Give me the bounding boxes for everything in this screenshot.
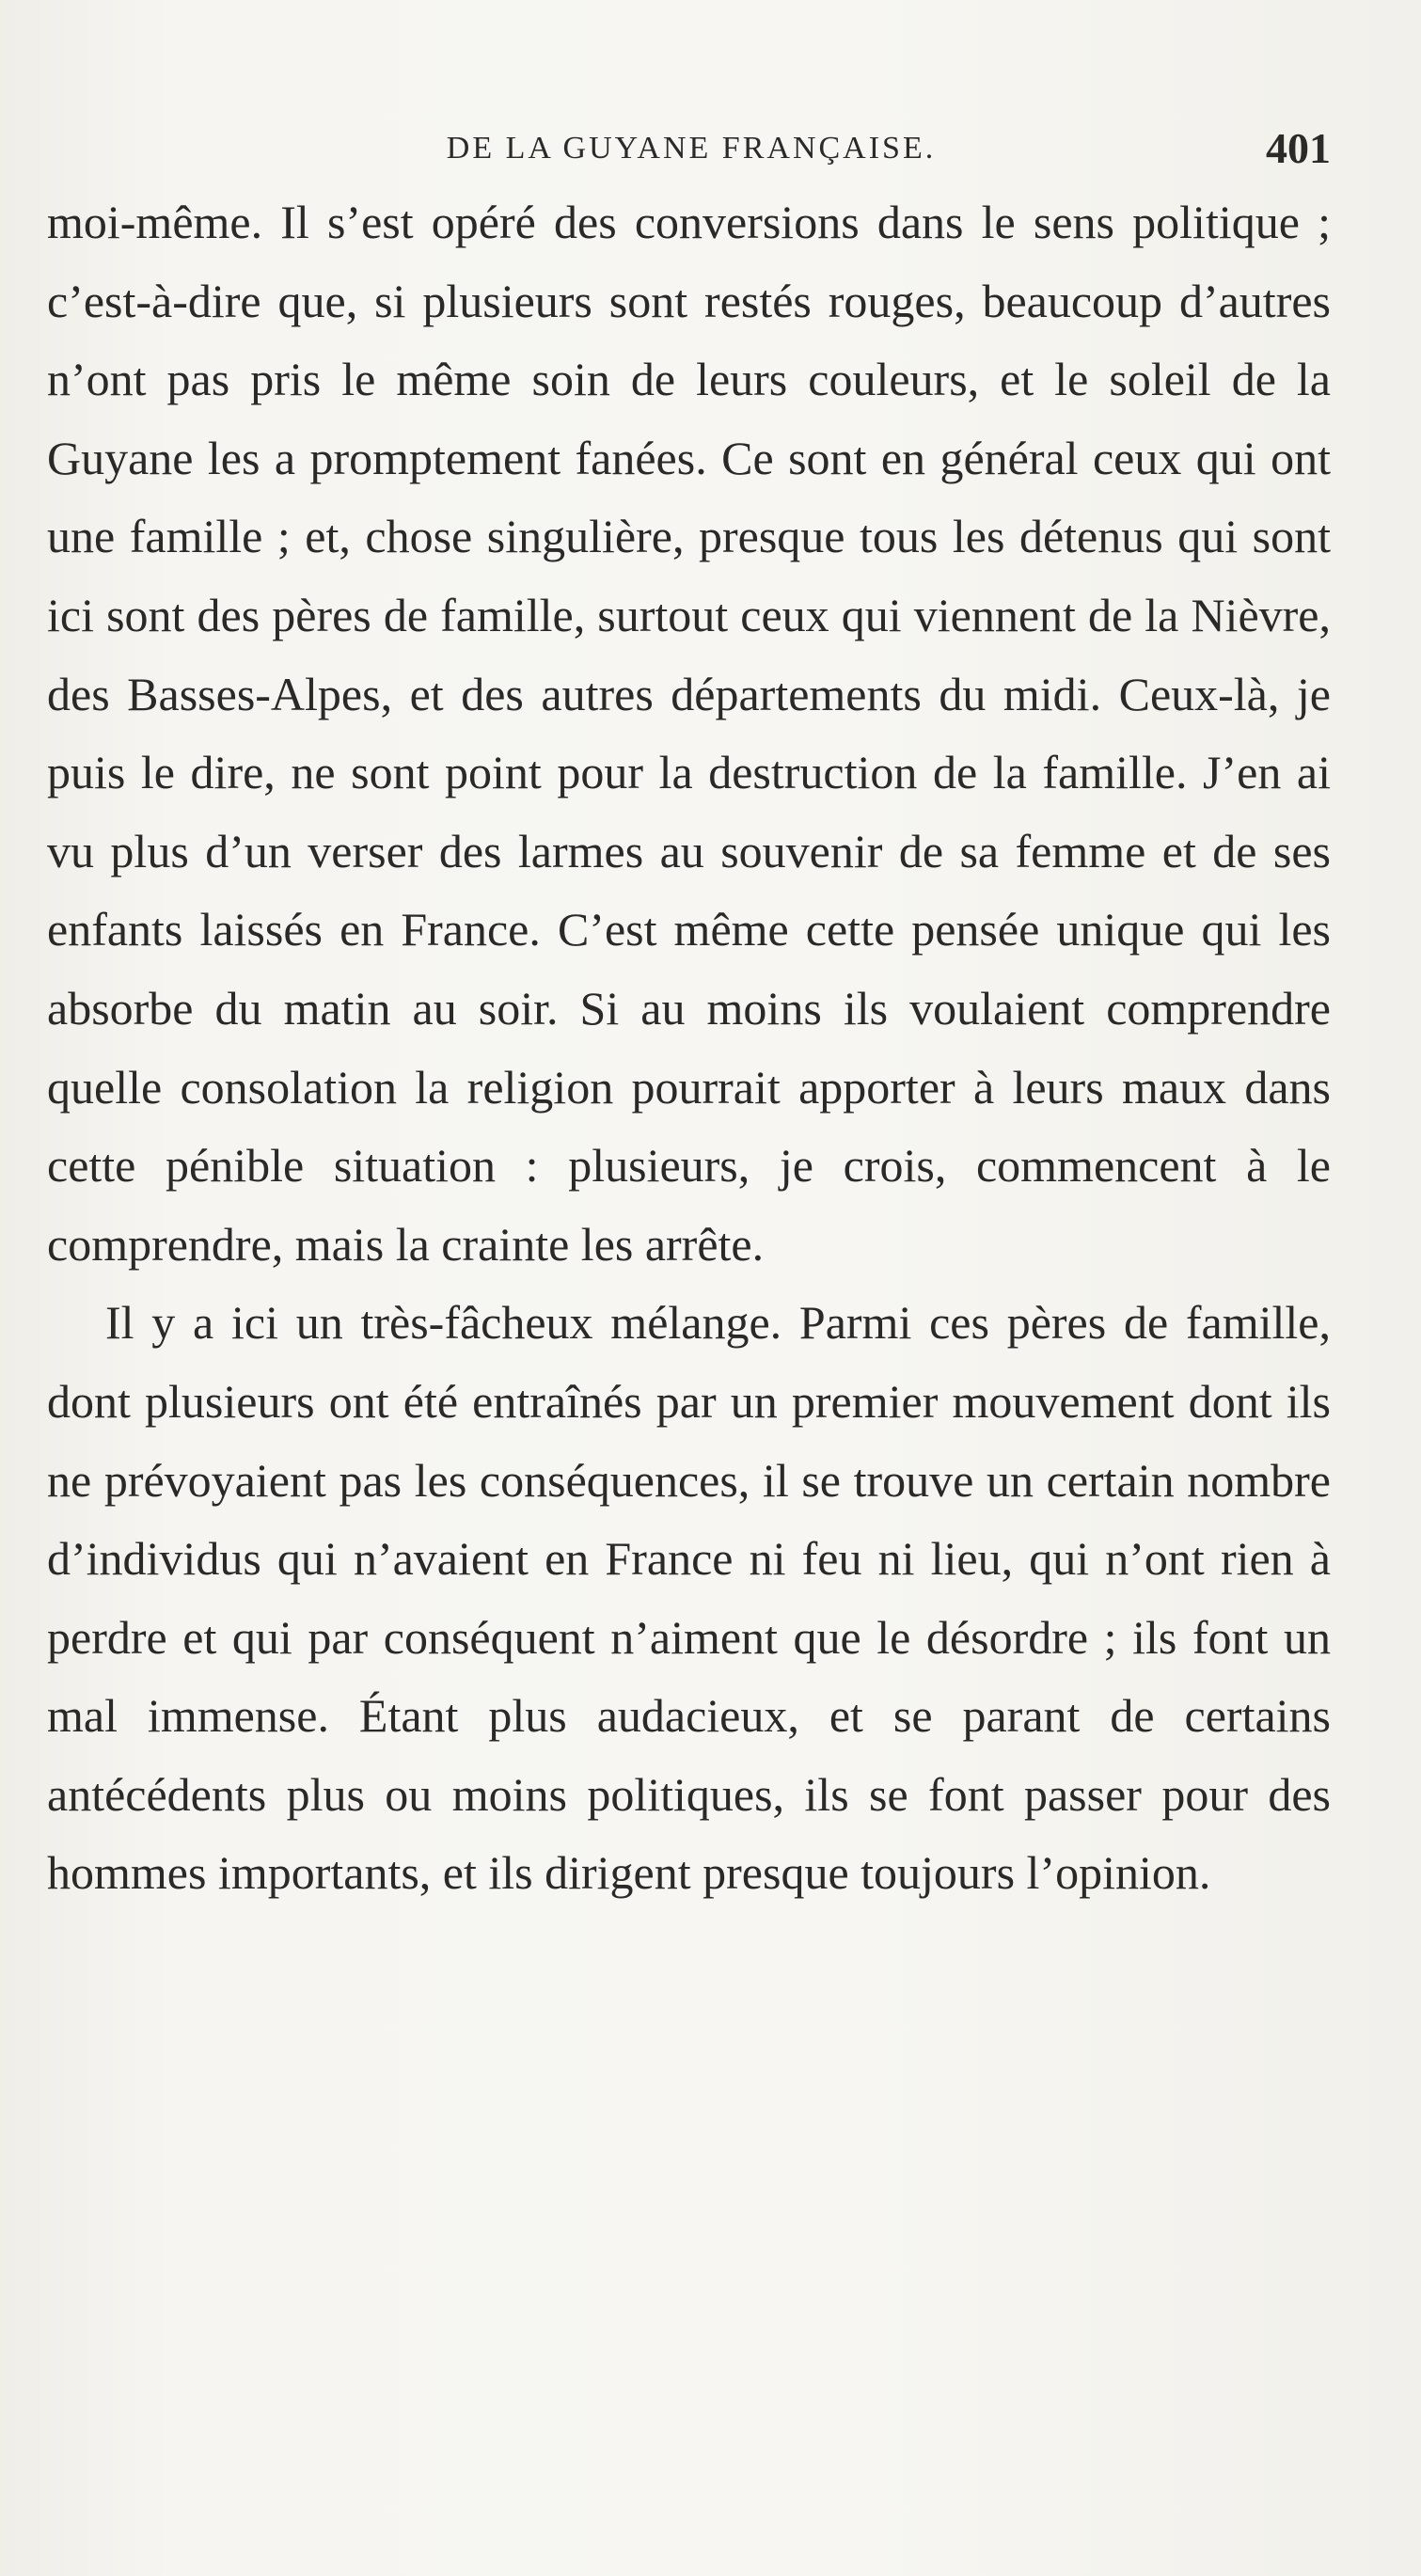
running-title: DE LA GUYANE FRANÇAISE. xyxy=(446,131,937,166)
paragraph-continued: moi-même. Il s’est opéré des conversions dans le sens politique ; c’est-à-dire que, si plusieurs sont restés rouges, beaucoup d’autres n’ont pas pris le même soin de leurs couleurs, et le soleil de la Guyane les a promptement fanées. Ce sont en général ceux qui ont une famille ; et, chose singulière, presque tous les détenus qui sont ici sont des pères de famille, surtout ceux qui viennent de la Nièvre, des Basses-Alpes, et des autres départements du midi. Ceux-là, je puis le dire, ne sont point pour la destruction de la famille. J’en ai vu plus d’un verser des larmes au souvenir de sa femme et de ses enfants laissés en France. C’est même cette pensée unique qui les absorbe du matin au soir. Si au moins ils voulaient comprendre quelle consolation la religion pourrait apporter à leurs maux dans cette pénible situation : plusieurs, je crois, commencent à le comprendre, mais la crainte les arrête. xyxy=(47,196,1331,1271)
paragraph: Il y a ici un très-fâcheux mélange. Parmi ces pères de famille, dont plusieurs ont été entraînés par un premier mouvement dont ils ne prévoyaient pas les conséquences, il se trouve un certain nombre d’individus qui n’avaient en France ni feu ni lieu, qui n’ont rien à perdre et qui par conséquent n’aiment que le désordre ; ils font un mal immense. Étant plus audacieux, et se parant de certains antécédents plus ou moins politiques, ils se font passer pour des hommes importants, et ils dirigent presque toujours l’opinion. xyxy=(47,1296,1331,1900)
page-number: 401 xyxy=(1266,124,1331,172)
body-text xyxy=(47,183,1331,1913)
running-head xyxy=(52,120,1331,177)
